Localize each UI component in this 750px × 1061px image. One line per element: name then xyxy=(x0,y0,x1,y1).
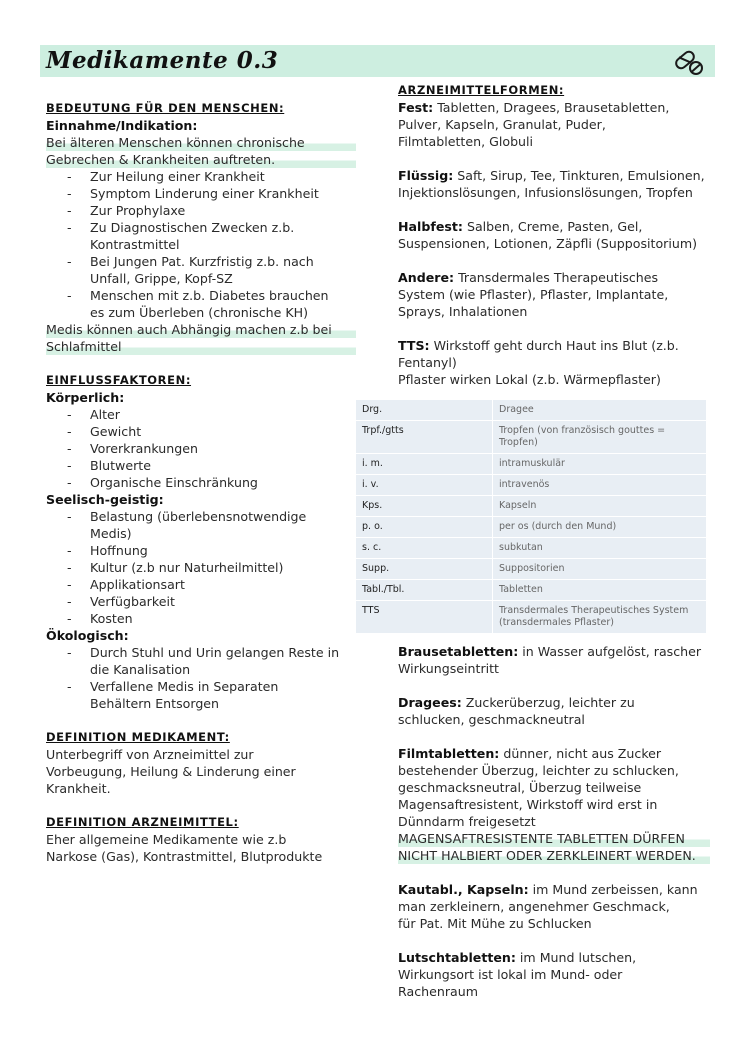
list-item: - Kultur (z.b nur Naturheilmittel) xyxy=(90,559,356,576)
table-row: Kps. Kapseln xyxy=(356,496,706,517)
intro-line: Bei älteren Menschen können chronische xyxy=(46,134,356,151)
pill-icon xyxy=(672,46,706,78)
list-item: - Belastung (überlebensnotwendige Medis) xyxy=(90,508,356,542)
form-andere: Andere: Transdermales Therapeutisches xyxy=(398,270,659,285)
list-item: - Blutwerte xyxy=(90,457,356,474)
def-line: Eher allgemeine Medikamente wie z.b xyxy=(46,832,287,847)
list-item: - Verfallene Medis in Separaten Behältern Entsorgen xyxy=(90,678,356,712)
table-row: s. c. subkutan xyxy=(356,538,706,559)
list-item: - Kosten xyxy=(90,610,356,627)
form-lutsch: Lutschtabletten: im Mund lutschen, xyxy=(398,950,637,965)
warning-line: NICHT HALBIERT ODER ZERKLEINERT WERDEN. xyxy=(398,847,710,864)
form-fest: Fest: Tabletten, Dragees, Brausetabletten, xyxy=(398,100,670,115)
list-item: - Alter xyxy=(90,406,356,423)
form-tts: TTS: Wirkstoff geht durch Haut ins Blut (z.b. xyxy=(398,338,679,353)
warning-line: MAGENSAFTRESISTENTE TABLETTEN DÜRFEN xyxy=(398,830,710,847)
outro-line: Schlafmittel xyxy=(46,338,356,355)
heading-def-arzneimittel: DEFINITION ARZNEIMITTEL: xyxy=(46,815,239,829)
list-item: - Menschen mit z.b. Diabetes brauchen es zum Überleben (chronische KH) xyxy=(90,287,356,321)
form-halbfest: Halbfest: Salben, Creme, Pasten, Gel, xyxy=(398,219,643,234)
list-item: - Zur Heilung einer Krankheit xyxy=(90,168,356,185)
abbreviation-table xyxy=(356,400,706,634)
outro-line: Medis können auch Abhängig machen z.b bei xyxy=(46,321,356,338)
def-line: Unterbegriff von Arzneimittel zur xyxy=(46,747,254,762)
def-line: Krankheit. xyxy=(46,781,111,796)
list-item: - Zu Diagnostischen Zwecken z.b. Kontrastmittel xyxy=(90,219,356,253)
sub-seelisch: Seelisch-geistig: xyxy=(46,492,164,507)
list-item: - Durch Stuhl und Urin gelangen Reste in die Kanalisation xyxy=(90,644,356,678)
page-title: Medikamente 0.3 xyxy=(46,47,279,74)
form-kautabl: Kautabl., Kapseln: im Mund zerbeissen, kann xyxy=(398,882,698,897)
list-item: - Vorerkrankungen xyxy=(90,440,356,457)
heading-def-medikament: DEFINITION MEDIKAMENT: xyxy=(46,730,230,744)
right-column-bottom: Brausetabletten: in Wasser aufgelöst, rascher Wirkungseintritt Dragees: Zuckerüberzug, leichter zu schlucken, geschmackneutral Filmtabletten: dünner, nicht aus Zucker bestehender Überzug, leichter zu schlucken, geschmacksneutral, Überzug teilweise Magensaftresistent, Wirkstoff wird erst in Dünndarm freigesetzt MAGENSAFTRESISTENTE TABLETTEN DÜRFEN NICHT HALBIERT ODER ZERKLEINERT WERDEN. Kautabl., Kapseln: im Mund zerbeissen, kann man zerkleinern, angenehmer Geschmack, für Pat. Mit Mühe zu Schlucken Lutschtabletten: im Mund lutschen, Wirkungsort ist lokal im Mund- oder Rachenraum xyxy=(398,643,710,1000)
oekologisch-list xyxy=(46,644,356,712)
table-row: Drg. Dragee xyxy=(356,400,706,421)
form-film: Filmtabletten: dünner, nicht aus Zucker xyxy=(398,746,662,761)
list-item: - Applikationsart xyxy=(90,576,356,593)
list-item: - Hoffnung xyxy=(90,542,356,559)
sub-oekologisch: Ökologisch: xyxy=(46,628,129,643)
def-line: Narkose (Gas), Kontrastmittel, Blutprodukte xyxy=(46,849,323,864)
sub-einnahme: Einnahme/Indikation: xyxy=(46,118,198,133)
indikation-list xyxy=(46,168,356,321)
def-line: Vorbeugung, Heilung & Linderung einer xyxy=(46,764,296,779)
list-item: - Verfügbarkeit xyxy=(90,593,356,610)
list-item: - Organische Einschränkung xyxy=(90,474,356,491)
heading-bedeutung: BEDEUTUNG FÜR DEN MENSCHEN: xyxy=(46,101,285,115)
form-dragees: Dragees: Zuckerüberzug, leichter zu xyxy=(398,695,635,710)
list-item: - Bei Jungen Pat. Kurzfristig z.b. nach Unfall, Grippe, Kopf-SZ xyxy=(90,253,356,287)
table-row: i. v. intravenös xyxy=(356,475,706,496)
table-row: i. m. intramuskulär xyxy=(356,454,706,475)
heading-formen: ARZNEIMITTELFORMEN: xyxy=(398,83,565,97)
table-row: TTS Transdermales Therapeutisches System (transdermales Pflaster) xyxy=(356,601,706,634)
right-column-top: ARZNEIMITTELFORMEN: Fest: Tabletten, Dragees, Brausetabletten, Pulver, Kapseln, Granulat, Puder, Filmtabletten, Globuli Flüssig: Saft, Sirup, Tee, Tinkturen, Emulsionen, Injektionslösungen, Infusionslösungen, Tropfen Halbfest: Salben, Creme, Pasten, Gel, Suspensionen, Lotionen, Zäpfli (Suppositorium) Andere: Transdermales Therapeutisches System (wie Pflaster), Pflaster, Implantate, Sprays, Inhalationen TTS: Wirkstoff geht durch Haut ins Blut (z.b. Fentanyl) Pflaster wirken Lokal (z.b. Wärmepflaster) xyxy=(398,82,710,388)
table-row: Tabl./Tbl. Tabletten xyxy=(356,580,706,601)
form-fluessig: Flüssig: Saft, Sirup, Tee, Tinkturen, Emulsionen, xyxy=(398,168,705,183)
form-brause: Brausetabletten: in Wasser aufgelöst, rascher xyxy=(398,644,702,659)
table-row: Trpf./gtts Tropfen (von französisch gouttes = Tropfen) xyxy=(356,421,706,454)
seelisch-list xyxy=(46,508,356,627)
list-item: - Zur Prophylaxe xyxy=(90,202,356,219)
left-column xyxy=(46,100,356,865)
sub-koerperlich: Körperlich: xyxy=(46,390,125,405)
koerperlich-list xyxy=(46,406,356,491)
list-item: - Gewicht xyxy=(90,423,356,440)
heading-einfluss: EINFLUSSFAKTOREN: xyxy=(46,373,192,387)
list-item: - Symptom Linderung einer Krankheit xyxy=(90,185,356,202)
intro-line: Gebrechen & Krankheiten auftreten. xyxy=(46,151,356,168)
table-row: Supp. Suppositorien xyxy=(356,559,706,580)
table-row: p. o. per os (durch den Mund) xyxy=(356,517,706,538)
